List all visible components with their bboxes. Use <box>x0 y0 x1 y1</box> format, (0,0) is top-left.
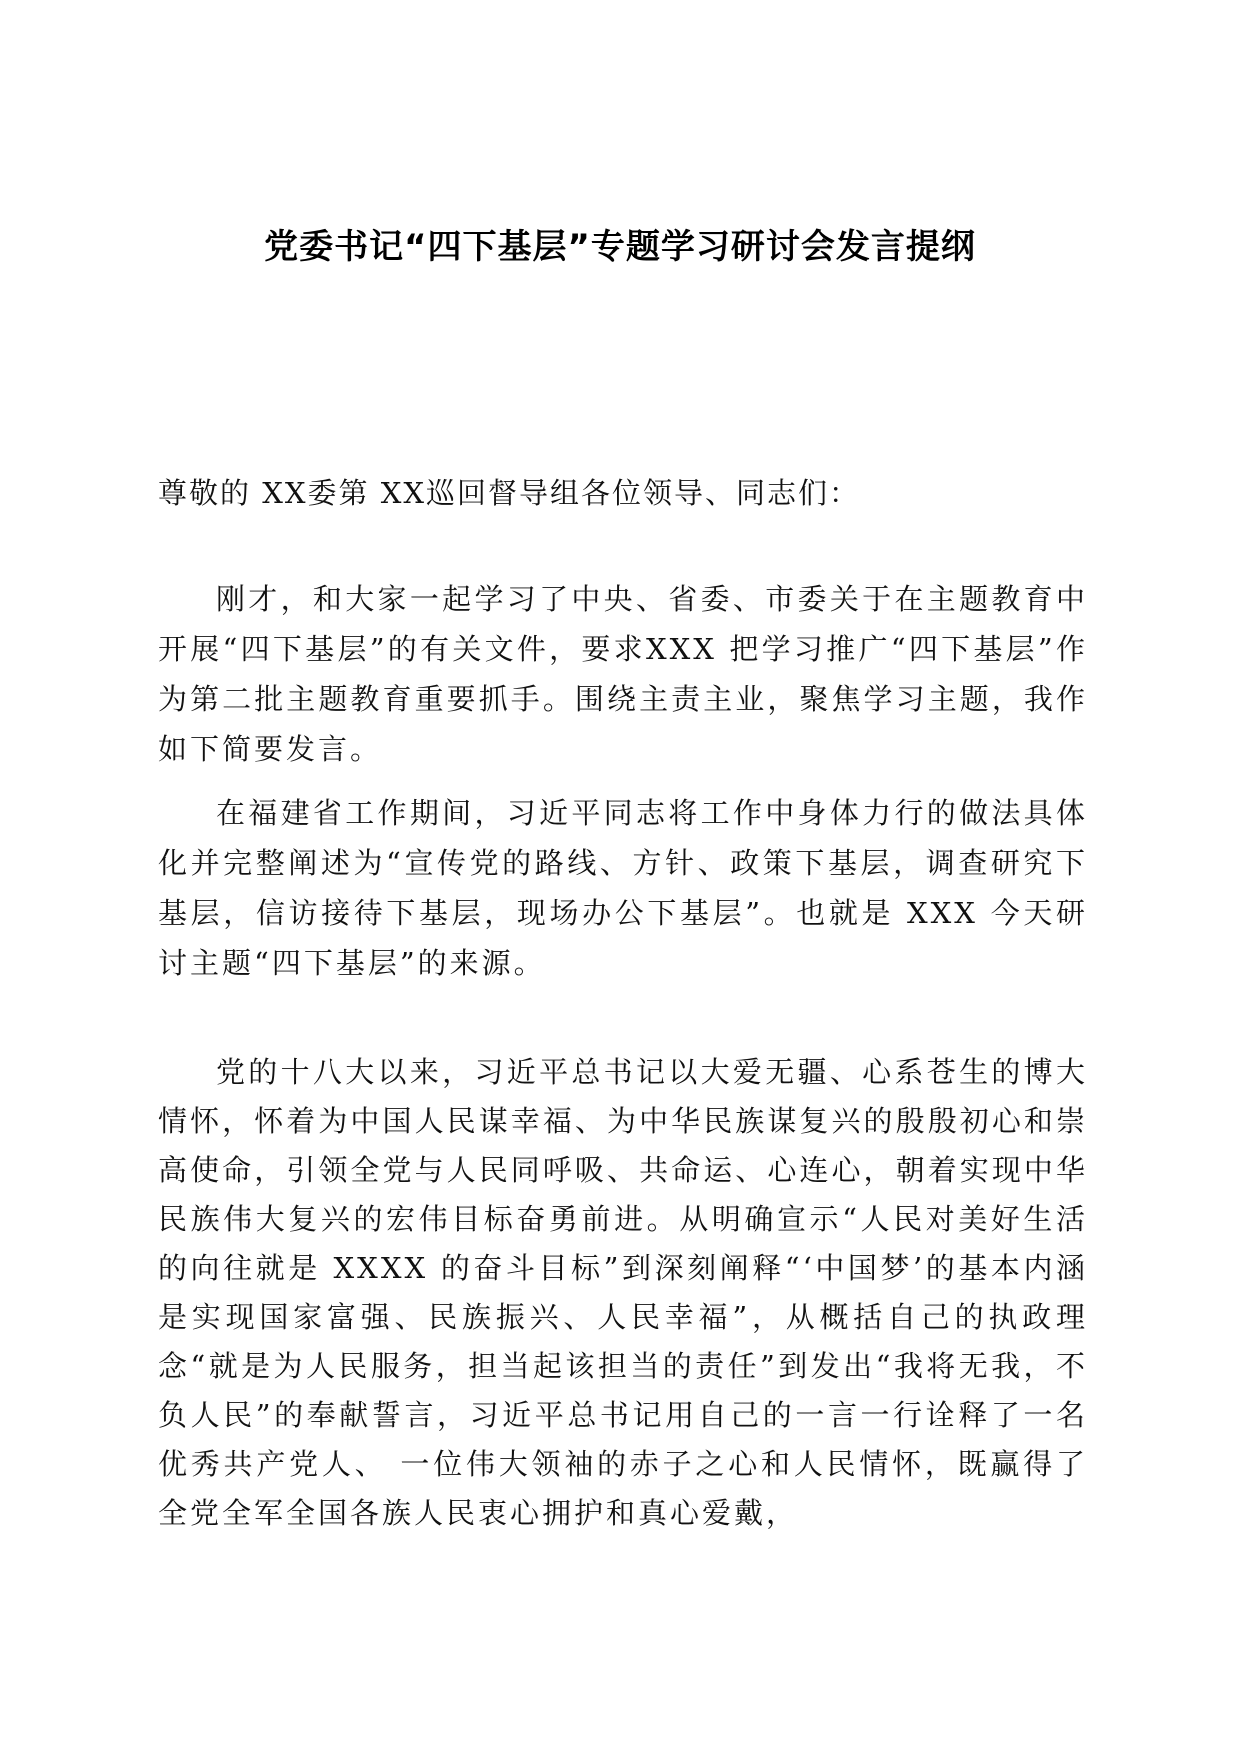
document-title: 党委书记“四下基层”专题学习研讨会发言提纲 <box>264 227 976 267</box>
paragraph-3: 党的十八大以来，习近平总书记以大爱无疆、心系苍生的博大情怀，怀着为中国人民谋幸福、为中华民族谋复兴的殷殷初心和崇高使命，引领全党与人民同呼吸、共命运、心连心，朝着实现中华民族伟大复兴的宏伟目标奋勇前进。从明确宣示“人民对美好生活的向往就是 XXXX 的奋斗目标”到深刻阐释“‘中国梦’的基本内涵是实现国家富强、民族振兴、人民幸福”，从概括自己的执政理念“就是为人民服务，担当起该担当的责任”到发出“我将无我，不负人民”的奉献誓言，习近平总书记用自己的一言一行诠释了一名优秀共产党人、 一位伟大领袖的赤子之心和人民情怀，既赢得了全党全军全国各族人民衷心拥护和真心爱戴， <box>158 1055 1088 1530</box>
paragraph-2: 在福建省工作期间，习近平同志将工作中身体力行的做法具体化并完整阐述为“宣传党的路线、方针、政策下基层，调查研究下基层，信访接待下基层，现场办公下基层”。也就是 XXX 今天研讨主题“四下基层”的来源。 <box>158 796 1088 980</box>
salutation: 尊敬的 XX委第 XX巡回督导组各位领导、同志们： <box>158 476 861 510</box>
paragraph-1: 刚才，和大家一起学习了中央、省委、市委关于在主题教育中开展“四下基层”的有关文件，要求XXX 把学习推广“四下基层”作为第二批主题教育重要抓手。围绕主责主业，聚焦学习主题，我作如下简要发言。 <box>158 582 1088 766</box>
